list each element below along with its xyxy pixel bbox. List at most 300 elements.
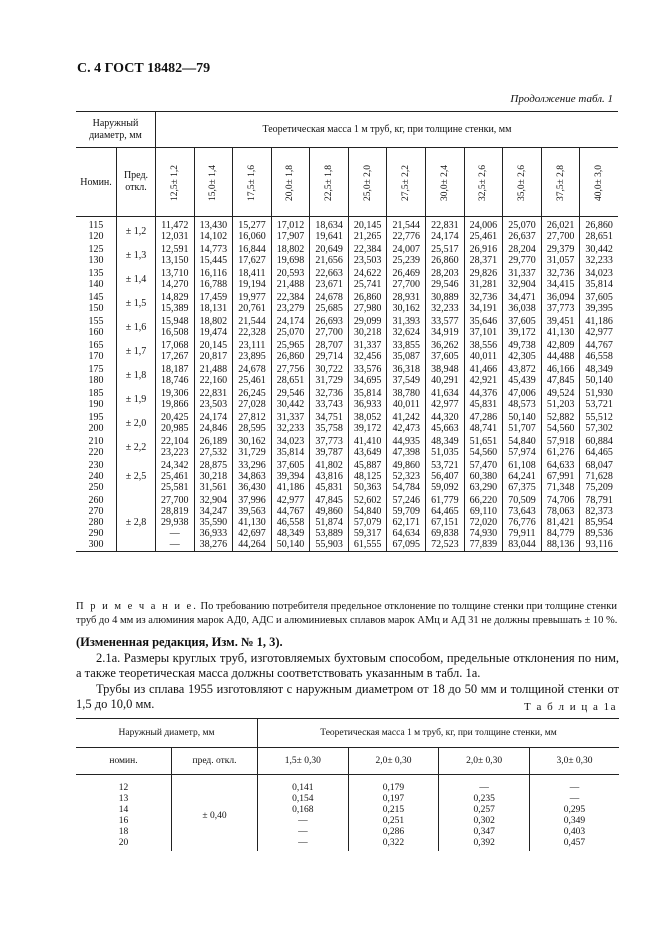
mass-cell — [387, 387, 426, 411]
mass-cell — [541, 267, 580, 291]
mass-cell — [503, 217, 542, 244]
nominal-value: 120 — [88, 231, 104, 242]
mass-cell — [541, 435, 580, 459]
t2-thickness-header: 1,5± 0,30 — [258, 748, 349, 775]
mass-cell — [310, 459, 349, 494]
thickness-label: 20,0± 1,8 — [285, 164, 296, 201]
thickness-label: 17,5± 1,6 — [246, 164, 257, 201]
mass-value: 35,590 — [199, 517, 228, 528]
mass-value: 49,524 — [546, 388, 575, 399]
nominal-value: 125 — [88, 244, 104, 255]
mass-value: 34,191 — [469, 303, 498, 314]
mass-value: 31,057 — [546, 255, 575, 266]
mass-value: 18,634 — [315, 220, 343, 231]
mass-value: 54,784 — [392, 482, 420, 493]
mass-value: 41,242 — [392, 412, 420, 423]
mass-value: 57,918 — [546, 436, 575, 447]
mass-cell — [464, 411, 503, 435]
mass-value: 24,342 — [161, 460, 189, 471]
mass-value: 82,373 — [585, 506, 613, 517]
mass-cell — [271, 387, 310, 411]
table-row-group — [76, 387, 618, 411]
mass-value: 39,787 — [315, 447, 343, 458]
mass-cell — [271, 363, 310, 387]
mass-value: 41,410 — [353, 436, 382, 447]
mass-value: 29,714 — [315, 351, 343, 362]
t2-deviation-value: ± 0,40 — [202, 811, 227, 821]
mass-value: 49,860 — [392, 460, 420, 471]
mass-cell — [580, 315, 618, 339]
mass-cell — [503, 267, 542, 291]
mass-value: 52,882 — [546, 412, 575, 423]
mass-value: 16,116 — [199, 268, 227, 279]
mass-value: 59,092 — [431, 482, 459, 493]
mass-value: 37,605 — [585, 292, 613, 303]
mass-cell — [271, 494, 310, 552]
mass-cell — [310, 339, 349, 363]
mass-value: 14,773 — [199, 244, 228, 255]
mass-value: 39,172 — [353, 423, 382, 434]
mass-cell — [541, 494, 580, 552]
mass-cell — [464, 267, 503, 291]
mass-cell — [503, 291, 542, 315]
mass-cell — [194, 387, 233, 411]
mass-value: 22,663 — [315, 268, 343, 279]
mass-cell — [156, 459, 195, 494]
mass-value: 36,094 — [546, 292, 575, 303]
mass-value: 37,101 — [469, 327, 498, 338]
mass-value: 21,265 — [353, 231, 382, 242]
mass-value: 45,831 — [469, 399, 498, 410]
mass-value: 34,023 — [585, 268, 613, 279]
mass-cell — [503, 435, 542, 459]
mass-value: 20,817 — [199, 351, 228, 362]
mass-value: 47,845 — [315, 495, 343, 506]
mass-value: 31,729 — [238, 447, 266, 458]
mass-cell — [503, 494, 542, 552]
mass-value: 50,140 — [585, 375, 613, 386]
mass-value: 81,421 — [546, 517, 575, 528]
mass-value: 33,743 — [315, 399, 343, 410]
mass-value: 30,218 — [199, 471, 228, 482]
mass-value: 34,919 — [431, 327, 459, 338]
mass-value: 15,948 — [161, 316, 189, 327]
mass-value: 44,320 — [431, 412, 459, 423]
mass-value: 19,977 — [238, 292, 266, 303]
t2-mass-value: 0,257 — [473, 805, 495, 815]
nominal-cell — [76, 411, 117, 435]
mass-value: 33,577 — [431, 316, 459, 327]
mass-value: 31,393 — [392, 316, 420, 327]
mass-value: 35,814 — [276, 447, 305, 458]
mass-value: 59,709 — [392, 506, 420, 517]
mass-cell — [348, 363, 387, 387]
mass-value: 18,802 — [276, 244, 305, 255]
mass-value: 48,349 — [431, 436, 459, 447]
mass-value: 68,047 — [585, 460, 613, 471]
mass-value: 51,874 — [315, 517, 343, 528]
mass-value: 40,011 — [469, 351, 497, 362]
mass-value: 73,643 — [508, 506, 536, 517]
mass-cell — [387, 267, 426, 291]
mass-value: 41,186 — [585, 316, 613, 327]
mass-value: 14,829 — [161, 292, 189, 303]
mass-cell — [194, 494, 233, 552]
mass-value: 49,738 — [508, 340, 536, 351]
nominal-value: 250 — [88, 482, 104, 493]
thickness-label: 40,0± 3,0 — [594, 164, 605, 201]
deviation-cell: ± 1,6 — [117, 315, 156, 339]
mass-value: 54,560 — [469, 447, 498, 458]
mass-cell — [348, 243, 387, 267]
mass-cell — [464, 494, 503, 552]
mass-cell — [271, 459, 310, 494]
mass-value: 18,802 — [199, 316, 228, 327]
mass-cell — [348, 315, 387, 339]
col-outer-diameter: Наружный диаметр, мм — [76, 112, 156, 148]
mass-value: 12,031 — [161, 231, 189, 242]
mass-cell — [464, 291, 503, 315]
mass-value: 59,317 — [353, 528, 382, 539]
mass-cell — [310, 217, 349, 244]
mass-value: 78,063 — [546, 506, 575, 517]
mass-value: 39,451 — [546, 316, 575, 327]
mass-value: 50,363 — [353, 482, 382, 493]
nominal-value: 140 — [88, 279, 104, 290]
table-row-group — [76, 459, 618, 494]
mass-cell — [387, 243, 426, 267]
mass-value: 20,425 — [161, 412, 189, 423]
thickness-header — [503, 148, 542, 217]
mass-value: 30,889 — [431, 292, 459, 303]
thickness-label: 37,5± 2,8 — [555, 164, 566, 201]
mass-value: 20,593 — [276, 268, 305, 279]
mass-cell — [387, 363, 426, 387]
deviation-cell: ± 1,7 — [117, 339, 156, 363]
mass-value: 60,884 — [585, 436, 613, 447]
t2-mass-value: — — [479, 783, 489, 793]
mass-value: 32,736 — [315, 388, 343, 399]
mass-value: 42,473 — [392, 423, 420, 434]
mass-value: 39,172 — [508, 327, 536, 338]
mass-value: 38,276 — [199, 539, 228, 550]
thickness-header — [387, 148, 426, 217]
t2-thickness-header: 2,0± 0,30 — [348, 748, 439, 775]
mass-value: 51,203 — [546, 399, 575, 410]
mass-value: 74,706 — [546, 495, 575, 506]
mass-value: 18,746 — [161, 375, 189, 386]
mass-value: 48,349 — [276, 528, 305, 539]
thickness-header — [194, 148, 233, 217]
deviation-cell: ± 2,5 — [117, 459, 156, 494]
t2-mass-value: — — [569, 794, 580, 804]
mass-cell — [387, 435, 426, 459]
mass-value: 30,218 — [353, 327, 382, 338]
mass-value: 34,471 — [508, 292, 536, 303]
t2-mass-value: 0,457 — [563, 838, 586, 848]
t2-nominal-value: 18 — [118, 827, 129, 837]
mass-cell — [503, 459, 542, 494]
mass-value: 64,634 — [392, 528, 420, 539]
t2-mass-value: 0,286 — [382, 827, 405, 837]
mass-value: 21,488 — [199, 364, 228, 375]
mass-value: 32,624 — [392, 327, 420, 338]
mass-value: 62,171 — [392, 517, 420, 528]
deviation-cell: ± 2,2 — [117, 435, 156, 459]
t2-mass-value: 0,235 — [473, 794, 495, 804]
mass-cell — [233, 363, 272, 387]
mass-value: 22,831 — [199, 388, 228, 399]
table-continued-label: Продолжение табл. 1 — [510, 93, 613, 105]
mass-value: 16,844 — [238, 244, 266, 255]
mass-value: 89,536 — [585, 528, 613, 539]
mass-value: 22,328 — [238, 327, 266, 338]
mass-value: 41,802 — [315, 460, 343, 471]
mass-value: 45,663 — [431, 423, 459, 434]
mass-value: 54,840 — [508, 436, 536, 447]
mass-value: 35,087 — [392, 351, 420, 362]
mass-value: 24,678 — [315, 292, 343, 303]
mass-cell — [194, 363, 233, 387]
t2-mass-value: — — [298, 816, 308, 826]
mass-cell — [156, 435, 195, 459]
nominal-value: 280 — [88, 517, 104, 528]
mass-value: 26,189 — [199, 436, 228, 447]
mass-value: 40,011 — [392, 399, 420, 410]
t2-mass-value: 0,215 — [382, 805, 405, 815]
mass-cell — [310, 435, 349, 459]
mass-value: 19,866 — [161, 399, 189, 410]
mass-value: 28,371 — [469, 255, 498, 266]
t2-col-deviation: пред. откл. — [172, 748, 258, 775]
mass-value: 37,605 — [276, 460, 305, 471]
mass-value: 34,415 — [546, 279, 575, 290]
mass-value: 22,831 — [431, 220, 459, 231]
mass-value: 33,855 — [392, 340, 420, 351]
nominal-cell — [76, 363, 117, 387]
mass-cell — [464, 243, 503, 267]
mass-value: 21,488 — [276, 279, 305, 290]
mass-value: 46,558 — [276, 517, 305, 528]
mass-value: 29,826 — [469, 268, 498, 279]
mass-cell — [194, 411, 233, 435]
mass-value: 18,131 — [199, 303, 228, 314]
col-nominal: Номин. — [76, 148, 117, 217]
mass-value: 24,174 — [199, 412, 228, 423]
mass-value: 22,384 — [353, 244, 382, 255]
nominal-value: 145 — [88, 292, 104, 303]
mass-cell — [387, 459, 426, 494]
mass-cell — [541, 217, 580, 244]
mass-value: 37,773 — [315, 436, 343, 447]
t2-mass-value: 0,295 — [563, 805, 586, 815]
mass-value: 51,930 — [585, 388, 613, 399]
mass-value: 16,508 — [161, 327, 189, 338]
mass-value: 25,461 — [238, 375, 266, 386]
mass-cell — [348, 339, 387, 363]
t2-column-cell — [258, 775, 349, 852]
mass-value: 55,512 — [585, 412, 613, 423]
nominal-value: 175 — [88, 364, 104, 375]
table-1a-caption: Т а б л и ц а 1а — [524, 701, 617, 713]
mass-value: 20,145 — [353, 220, 382, 231]
mass-cell — [503, 339, 542, 363]
thickness-label: 32,5± 2,6 — [478, 164, 489, 201]
t2-column-cell — [529, 775, 619, 852]
page-header: С. 4 ГОСТ 18482—79 — [77, 61, 211, 76]
t2-nominal-value: 12 — [118, 783, 129, 793]
mass-cell — [580, 459, 618, 494]
mass-value: 24,006 — [469, 220, 498, 231]
mass-cell — [348, 435, 387, 459]
mass-value: 17,907 — [276, 231, 305, 242]
mass-cell — [464, 363, 503, 387]
nominal-value: 135 — [88, 268, 104, 279]
mass-value: 31,337 — [353, 340, 382, 351]
mass-value: 85,954 — [585, 517, 613, 528]
mass-cell — [426, 494, 465, 552]
mass-cell — [156, 243, 195, 267]
mass-value: 35,758 — [315, 423, 343, 434]
mass-value: 32,233 — [276, 423, 305, 434]
thickness-label: 35,0± 2,6 — [516, 164, 527, 201]
mass-value: 31,281 — [469, 279, 498, 290]
mass-cell — [541, 363, 580, 387]
mass-cell — [156, 267, 195, 291]
thickness-header — [426, 148, 465, 217]
mass-value: 26,637 — [508, 231, 536, 242]
mass-value: 23,223 — [161, 447, 189, 458]
t2-column-cell — [439, 775, 530, 852]
mass-value: 93,116 — [585, 539, 613, 550]
table-1-body — [76, 112, 618, 552]
mass-value: 26,021 — [546, 220, 575, 231]
mass-cell — [233, 339, 272, 363]
mass-cell — [464, 315, 503, 339]
mass-value: 17,459 — [199, 292, 228, 303]
mass-value: 47,845 — [546, 375, 575, 386]
mass-cell — [426, 411, 465, 435]
mass-cell — [580, 387, 618, 411]
t2-col-mass-header: Теоретическая масса 1 м труб, кг, при толщине стенки, мм — [258, 719, 620, 748]
t2-mass-value: 0,168 — [292, 805, 314, 815]
mass-value: 67,151 — [431, 517, 459, 528]
mass-cell — [387, 339, 426, 363]
mass-cell — [271, 243, 310, 267]
mass-value: 42,809 — [546, 340, 575, 351]
mass-value: 61,779 — [431, 495, 459, 506]
t2-nominal-value: 16 — [118, 816, 129, 826]
mass-value: 21,656 — [315, 255, 343, 266]
mass-value: 32,904 — [508, 279, 536, 290]
mass-value: 60,380 — [469, 471, 498, 482]
nominal-cell — [76, 243, 117, 267]
mass-cell — [271, 339, 310, 363]
mass-value: 25,685 — [315, 303, 343, 314]
mass-cell — [541, 291, 580, 315]
nominal-cell — [76, 267, 117, 291]
mass-value: 32,904 — [199, 495, 228, 506]
mass-cell — [541, 339, 580, 363]
mass-value: 28,204 — [508, 244, 536, 255]
mass-value: 42,977 — [585, 327, 613, 338]
mass-value: — — [169, 539, 180, 550]
mass-value: 25,070 — [508, 220, 536, 231]
mass-value: 43,872 — [508, 364, 536, 375]
mass-value: 42,921 — [469, 375, 498, 386]
mass-value: 50,140 — [508, 412, 536, 423]
mass-value: 47,398 — [392, 447, 420, 458]
mass-value: 35,814 — [585, 279, 613, 290]
t2-col-outer-diameter: Наружный диаметр, мм — [76, 719, 258, 748]
mass-value: 72,523 — [431, 539, 459, 550]
mass-value: 21,544 — [238, 316, 266, 327]
nominal-value: 220 — [88, 447, 104, 458]
mass-cell — [233, 459, 272, 494]
mass-value: 20,649 — [315, 244, 343, 255]
mass-value: 84,779 — [546, 528, 575, 539]
mass-cell — [271, 291, 310, 315]
table-1a-body — [76, 719, 619, 852]
mass-value: 25,461 — [161, 471, 189, 482]
t2-mass-value: 0,251 — [382, 816, 405, 826]
mass-cell — [310, 267, 349, 291]
mass-value: 13,430 — [199, 220, 228, 231]
mass-value: 83,044 — [508, 539, 536, 550]
t2-mass-value: 0,392 — [473, 838, 495, 848]
mass-value: 17,267 — [161, 351, 189, 362]
mass-value: 64,465 — [585, 447, 613, 458]
mass-cell — [194, 217, 233, 244]
mass-value: 49,860 — [315, 506, 343, 517]
thickness-label: 15,0± 1,4 — [208, 164, 219, 201]
t2-mass-value: 0,349 — [563, 816, 586, 826]
mass-value: 66,220 — [469, 495, 498, 506]
mass-cell — [580, 243, 618, 267]
table-row-group — [76, 411, 618, 435]
mass-cell — [426, 387, 465, 411]
mass-value: 27,700 — [546, 231, 575, 242]
mass-value: 32,736 — [546, 268, 575, 279]
mass-cell — [156, 494, 195, 552]
mass-value: 30,722 — [315, 364, 343, 375]
mass-value: 35,646 — [469, 316, 498, 327]
mass-value: 24,174 — [276, 316, 305, 327]
mass-value: 25,581 — [161, 482, 189, 493]
mass-value: 28,203 — [431, 268, 459, 279]
mass-value: 30,162 — [238, 436, 266, 447]
mass-value: 51,651 — [469, 436, 498, 447]
mass-value: 28,707 — [315, 340, 343, 351]
mass-cell — [194, 315, 233, 339]
mass-cell — [271, 217, 310, 244]
mass-cell — [233, 411, 272, 435]
mass-value: 25,965 — [276, 340, 305, 351]
mass-value: 17,068 — [161, 340, 189, 351]
mass-value: 36,318 — [392, 364, 420, 375]
nominal-value: 130 — [88, 255, 104, 266]
mass-value: 32,233 — [585, 255, 613, 266]
t2-mass-value: 0,154 — [292, 794, 314, 804]
mass-cell — [503, 243, 542, 267]
mass-cell — [464, 435, 503, 459]
mass-value: 43,816 — [315, 471, 343, 482]
mass-cell — [156, 339, 195, 363]
mass-value: 26,860 — [431, 255, 459, 266]
mass-cell — [580, 291, 618, 315]
mass-cell — [426, 267, 465, 291]
mass-cell — [194, 435, 233, 459]
